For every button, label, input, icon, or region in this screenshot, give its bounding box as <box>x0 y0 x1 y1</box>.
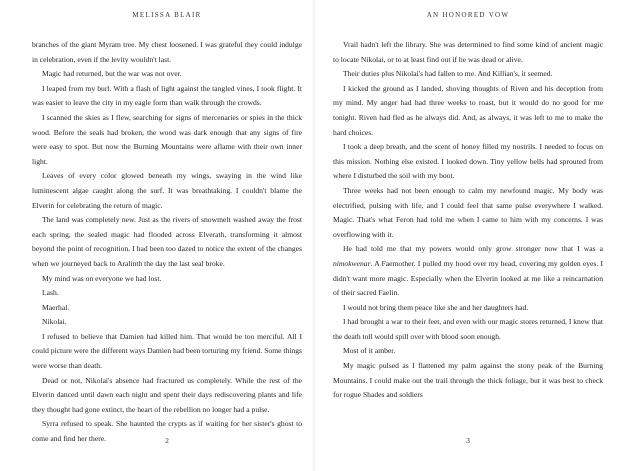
paragraph: He had told me that my powers would only grow stronger now that I was a nimokwenar. A Faemother. I pulled my hood over my head, covering my golden eyes. I didn't want more magic. Especially when the Elverin looked at me like a reincarnation of their sacred Faelin. <box>333 244 603 298</box>
book-gutter <box>312 0 316 471</box>
paragraph: I leaped from my burl. With a flash of light against the tangled vines, I took flight. It was easier to leave the city in my eagle form than walk through the crowds. <box>32 83 302 108</box>
left-page <box>32 0 302 471</box>
paragraph: Three weeks had not been enough to calm my newfound magic. My body was electrified, pulsing with life, and I could feel that same pulse everywhere I walked. Magic. That's what Feron had told me when I came to him with my concerns. I was overflowing with it. <box>333 185 603 239</box>
paragraph: Vrail hadn't left the library. She was determined to find some kind of ancient magic to locate Nikolai, or to at least find out if he was dead or alive. <box>333 40 603 64</box>
page-number: 2 <box>165 436 169 445</box>
paragraph: My mind was on everyone we had lost. <box>42 273 162 283</box>
paragraph: Lash. <box>42 288 59 298</box>
paragraph: I kicked the ground as I landed, shoving thoughts of Riven and his deception from my mind. My anger had had three weeks to roast, but it would do no good for me tonight. Riven had fled as he always did. And, as always, it was left to me to make the hard choices. <box>333 83 603 137</box>
right-body-text <box>333 38 603 403</box>
page-number: 3 <box>466 436 470 445</box>
paragraph: I had brought a war to their feet, and even with our magic stores returned, I knew that the death toll would spill over with blood soon enough. <box>333 317 603 341</box>
paragraph: I would not bring them peace like she and her daughters had. <box>343 302 529 312</box>
italic-term: nimokwenar <box>333 258 371 268</box>
paragraph: I refused to believe that Damien had killed him. That would be too merciful. All I could picture were the different ways Damien had been torturing my friend. Some things were worse than death. <box>32 331 302 371</box>
paragraph: I scanned the skies as I flew, searching for signs of mercenaries or spies in the thick wood. Before the seals had broken, the wood was dark enough that any signs of fire were easy to spot. But now the Burning Mountains were aflame with their own inner light. <box>32 112 302 166</box>
paragraph: Their duties plus Nikolai's had fallen to me. And Killian's, it seemed. <box>343 69 553 79</box>
paragraph: I took a deep breath, and the scent of honey filled my nostrils. I needed to focus on this mission. Nothing else existed. I looked down. Tiny yellow bells had sprouted from where I disturbed the soil with my boot. <box>333 142 603 181</box>
right-page <box>333 0 603 471</box>
paragraph: Leaves of every color glowed beneath my wings, swaying in the wind like luminescent algae caught along the surf. It was breathtaking. I couldn't blame the Elverin for celebrating the return of magic. <box>32 171 302 210</box>
running-header-title: AN HONORED VOW <box>426 11 510 19</box>
paragraph: The land was completely new. Just as the rivers of snowmelt washed away the frost each spring, the sealed magic had flooded across Elverath, transforming it almost beyond the point of recognition. I had been too dazed to notice the extent of the changes when we journeyed back to Aralinth the day the last seal broke. <box>32 215 302 268</box>
running-header-author: MELISSA BLAIR <box>132 11 202 19</box>
left-body-text <box>32 38 302 447</box>
paragraph: My magic pulsed as I flattened my palm against the stony peak of the Burning Mountains. I could make out the trail through the thick foliage, but it was best to check for rogue Shades and soldiers <box>333 361 603 400</box>
paragraph: branches of the giant Myram tree. My chest loosened. I was grateful they could indulge in celebration, even if the levity wouldn't last. <box>32 40 302 64</box>
paragraph: Most of it amber. <box>343 346 396 356</box>
paragraph: Nikolai. <box>42 317 67 327</box>
paragraph: Syrra refused to speak. She haunted the crypts as if waiting for her sister's ghost to come and find her there. <box>32 419 302 444</box>
paragraph: Magic had returned, but the war was not over. <box>42 69 182 79</box>
paragraph: Maerhal. <box>42 302 70 312</box>
paragraph: Dead or not, Nikolai's absence had fractured us completely. While the rest of the Elverin danced until dawn each night and spent their days rediscovering plants and life they thought had gone extinct, the heart of the rebellion no longer had a pulse. <box>32 375 302 414</box>
